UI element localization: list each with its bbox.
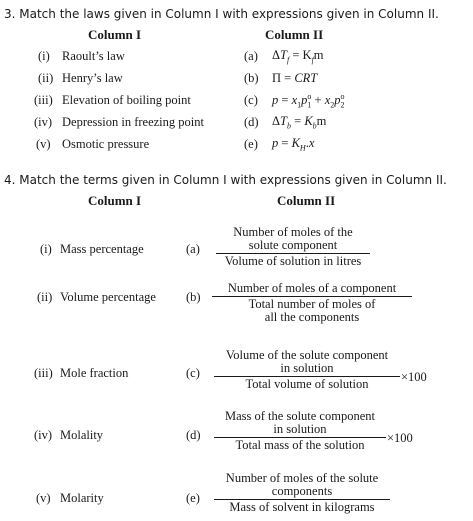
numerator-line-1: Number of moles of the solute [225,471,379,485]
denominator-line-2: all the components [264,310,360,324]
q4-column-1-heading: Column I [88,193,142,208]
numerator-line-1: Number of moles of a component [227,281,397,295]
q3-column-2-heading: Column II [265,27,324,42]
row-letter: (e) [244,137,258,151]
numerator-line-1: Mass of the solute component [225,409,375,423]
row-label: Mass percentage [60,242,144,256]
row-number: (ii) [37,290,53,304]
row-letter: (a) [186,242,200,256]
numerator-line-1: Volume of the solute component [225,348,389,362]
denominator-line-1: Total number of moles of [248,297,376,311]
row-number: (iii) [34,366,53,380]
numerator-line-2: in solution [280,361,334,375]
denominator-line-1: Volume of solution in litres [224,254,362,268]
fraction [212,282,412,324]
row-number: (v) [36,491,51,505]
row-label: Volume percentage [60,290,156,304]
row-number: (i) [38,49,50,63]
row-label: Depression in freezing point [62,115,204,129]
row-label: Henry’s law [62,71,123,85]
row-label: Mole fraction [60,366,129,380]
row-letter: (b) [244,71,259,85]
row-label: Molarity [60,491,104,505]
fraction [216,226,370,268]
row-number: (v) [36,137,51,151]
denominator-line-1: Total volume of solution [245,377,369,391]
row-letter: (c) [244,93,258,107]
q4-column-2-heading: Column II [277,193,336,208]
fraction [214,472,390,514]
times-100: ×100 [401,370,427,384]
fraction [214,410,386,452]
row-letter: (b) [186,290,201,304]
row-number: (iv) [34,115,53,129]
boiling-expression: $p = x_1p_1^o + x_2p_2^o$ [272,92,345,110]
osmotic-expression: $p = K_H.x$ [272,136,315,153]
times-100: ×100 [387,431,413,445]
denominator-line-1: Mass of solvent in kilograms [229,500,375,514]
denominator-line-1: Total mass of the solution [235,438,365,452]
question-3-title: 3. Match the laws given in Column I with expressions given in Column II. [4,7,439,21]
numerator-line-1: Number of moles of the [233,225,353,239]
row-label: Raoult’s law [62,49,125,63]
q3-column-1-heading: Column I [88,27,142,42]
row-label: Elevation of boiling point [62,93,191,107]
raoult-expression: $\Delta T_f = K_fm$ [272,48,324,65]
row-label: Osmotic pressure [62,137,150,151]
row-number: (i) [40,242,52,256]
row-number: (iv) [34,428,53,442]
numerator-line-2: components [271,484,333,498]
row-letter: (e) [186,491,200,505]
row-letter: (d) [186,428,201,442]
row-letter: (a) [244,49,258,63]
numerator-line-2: in solution [273,422,327,436]
row-number: (iii) [34,93,53,107]
question-4-title: 4. Match the terms given in Column I with expressions given in Column II. [4,173,447,187]
row-label: Molality [60,428,104,442]
henry-expression: Π = CRT [272,71,318,85]
row-letter: (c) [186,366,200,380]
numerator-line-2: solute component [248,238,338,252]
fraction [214,349,400,391]
row-number: (ii) [38,71,54,85]
row-letter: (d) [244,115,259,129]
freezing-expression: $\Delta T_b = K_bm$ [272,114,327,131]
